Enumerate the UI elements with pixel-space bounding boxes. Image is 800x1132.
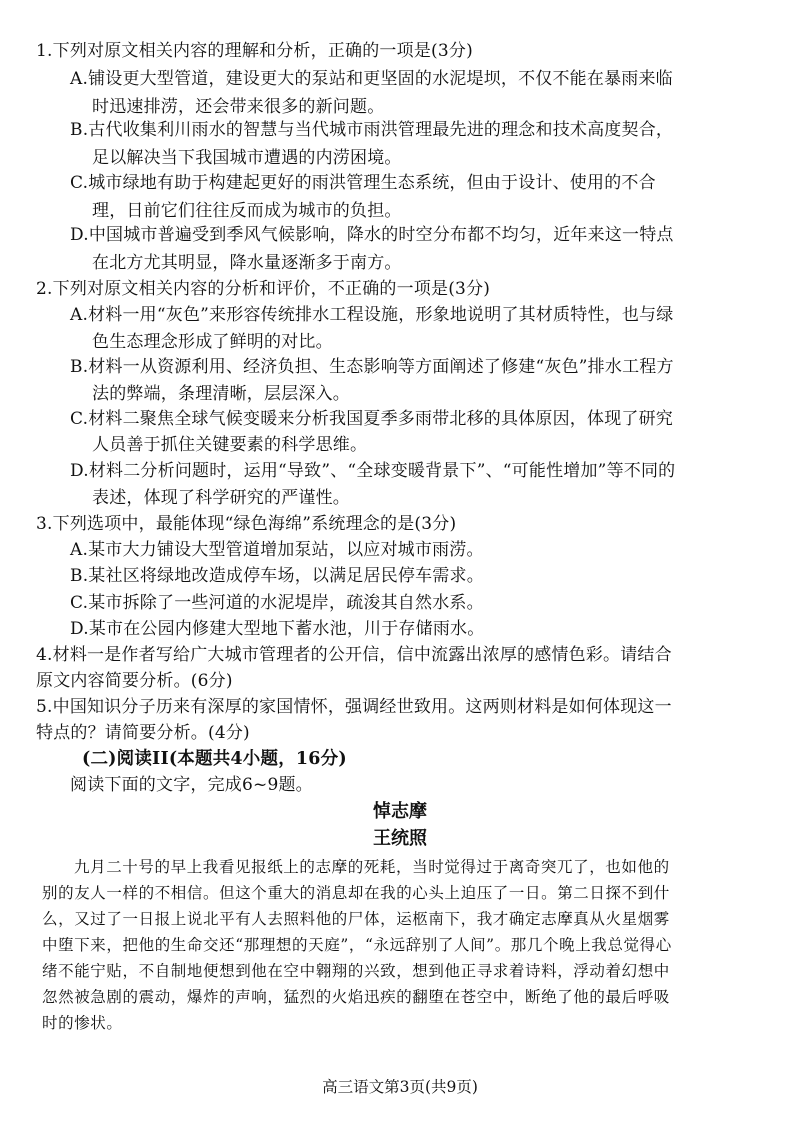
article-line: 中堕下来，把他的生命交还“那理想的天庭”，“永远辞别了人间”。那几个晚上我总觉得心 — [42, 936, 672, 954]
q1-stem: 1.下列对原文相关内容的理解和分析，正确的一项是(3分) — [36, 41, 473, 61]
section-heading: (二)阅读II(本题共4小题，16分) — [82, 749, 347, 769]
section-intro: 阅读下面的文字，完成6~9题。 — [70, 775, 313, 795]
article-author: 王统照 — [373, 828, 427, 849]
article-line: 忽然被急剧的震动，爆炸的声响，猛烈的火焰迅疾的翻堕在苍空中，断绝了他的最后呼吸 — [42, 988, 670, 1006]
q2-option-a-cont: 色生态理念形成了鲜明的对比。 — [92, 332, 333, 352]
article-line: 么，又过了一日报上说北平有人去照料他的尸体，运柩南下，我才确定志摩真从火星烟雾 — [42, 910, 670, 928]
q3-option-d: D.某市在公园内修建大型地下蓄水池，川于存储雨水。 — [70, 619, 485, 639]
article-line: 别的友人一样的不相信。但这个重大的消息却在我的心头上迫压了一日。第二日探不到什 — [42, 884, 670, 902]
page-footer: 高三语文第3页(共9页) — [322, 1078, 478, 1096]
q2-stem: 2.下列对原文相关内容的分析和评价，不正确的一项是(3分) — [36, 279, 491, 299]
q2-option-c-cont: 人员善于抓住关键要素的科学思维。 — [92, 435, 368, 455]
q2-option-d: D.材料二分析问题时，运用“导致”、“全球变暖背景下”、“可能性增加”等不同的 — [70, 461, 676, 481]
q2-option-b-cont: 法的弊端，条理清晰，层层深入。 — [92, 384, 350, 404]
q1-option-b-cont: 足以解决当下我国城市遭遇的内涝困境。 — [92, 148, 402, 168]
article-line: 时的惨状。 — [42, 1014, 123, 1032]
article-line: 九月二十号的早上我看见报纸上的志摩的死耗，当时觉得过于离奇突兀了，也如他的 — [74, 858, 670, 876]
q4-stem-cont: 原文内容简要分析。(6分) — [36, 671, 233, 691]
q3-option-b: B.某社区将绿地改造成停车场，以满足居民停车需求。 — [70, 566, 484, 586]
q1-option-c: C.城市绿地有助于构建起更好的雨洪管理生态系统，但由于设计、使用的不合 — [70, 173, 656, 193]
q2-option-d-cont: 表述，体现了科学研究的严谨性。 — [92, 488, 350, 508]
q5-stem: 5.中国知识分子历来有深厚的家国情怀，强调经世致用。这两则材料是如何体现这一 — [36, 697, 672, 717]
q2-option-a: A.材料一用“灰色”来形容传统排水工程设施，形象地说明了其材质特性，也与绿 — [70, 305, 674, 325]
q1-option-a-cont: 时迅速排涝，还会带来很多的新问题。 — [92, 97, 385, 117]
q1-option-a: A.铺设更大型管道，建设更大的泵站和更坚固的水泥堤坝，不仅不能在暴雨来临 — [70, 69, 673, 89]
q3-option-c: C.某市拆除了一些河道的水泥堤岸，疏浚其自然水系。 — [70, 593, 484, 613]
q1-option-c-cont: 理，日前它们往往反而成为城市的负担。 — [92, 201, 402, 221]
q2-option-c: C.材料二聚焦全球气候变暖来分析我国夏季多雨带北移的具体原因，体现了研究 — [70, 409, 674, 429]
q3-stem: 3.下列选项中，最能体现“绿色海绵”系统理念的是(3分) — [36, 514, 457, 534]
q2-option-b: B.材料一从资源利用、经济负担、生态影响等方面阐述了修建“灰色”排水工程方 — [70, 357, 674, 377]
q1-option-d-cont: 在北方尤其明显，降水量逐渐多于南方。 — [92, 253, 402, 273]
article-title: 悼志摩 — [373, 801, 427, 822]
q5-stem-cont: 特点的？请简要分析。(4分) — [36, 723, 250, 743]
q4-stem: 4.材料一是作者写给广大城市管理者的公开信，信中流露出浓厚的感情色彩。请结合 — [36, 645, 672, 665]
q1-option-b: B.古代收集利川雨水的智慧与当代城市雨洪管理最先进的理念和技术高度契合， — [70, 120, 674, 140]
article-line: 绪不能宁贴，不自制地便想到他在空中翱翔的兴致，想到他正寻求着诗料，浮动着幻想中 — [42, 962, 670, 980]
q1-option-d: D.中国城市普遍受到季风气候影响，降水的时空分布都不均匀，近年来这一特点 — [70, 225, 674, 245]
q3-option-a: A.某市大力铺设大型管道增加泵站，以应对城市雨涝。 — [70, 540, 484, 560]
